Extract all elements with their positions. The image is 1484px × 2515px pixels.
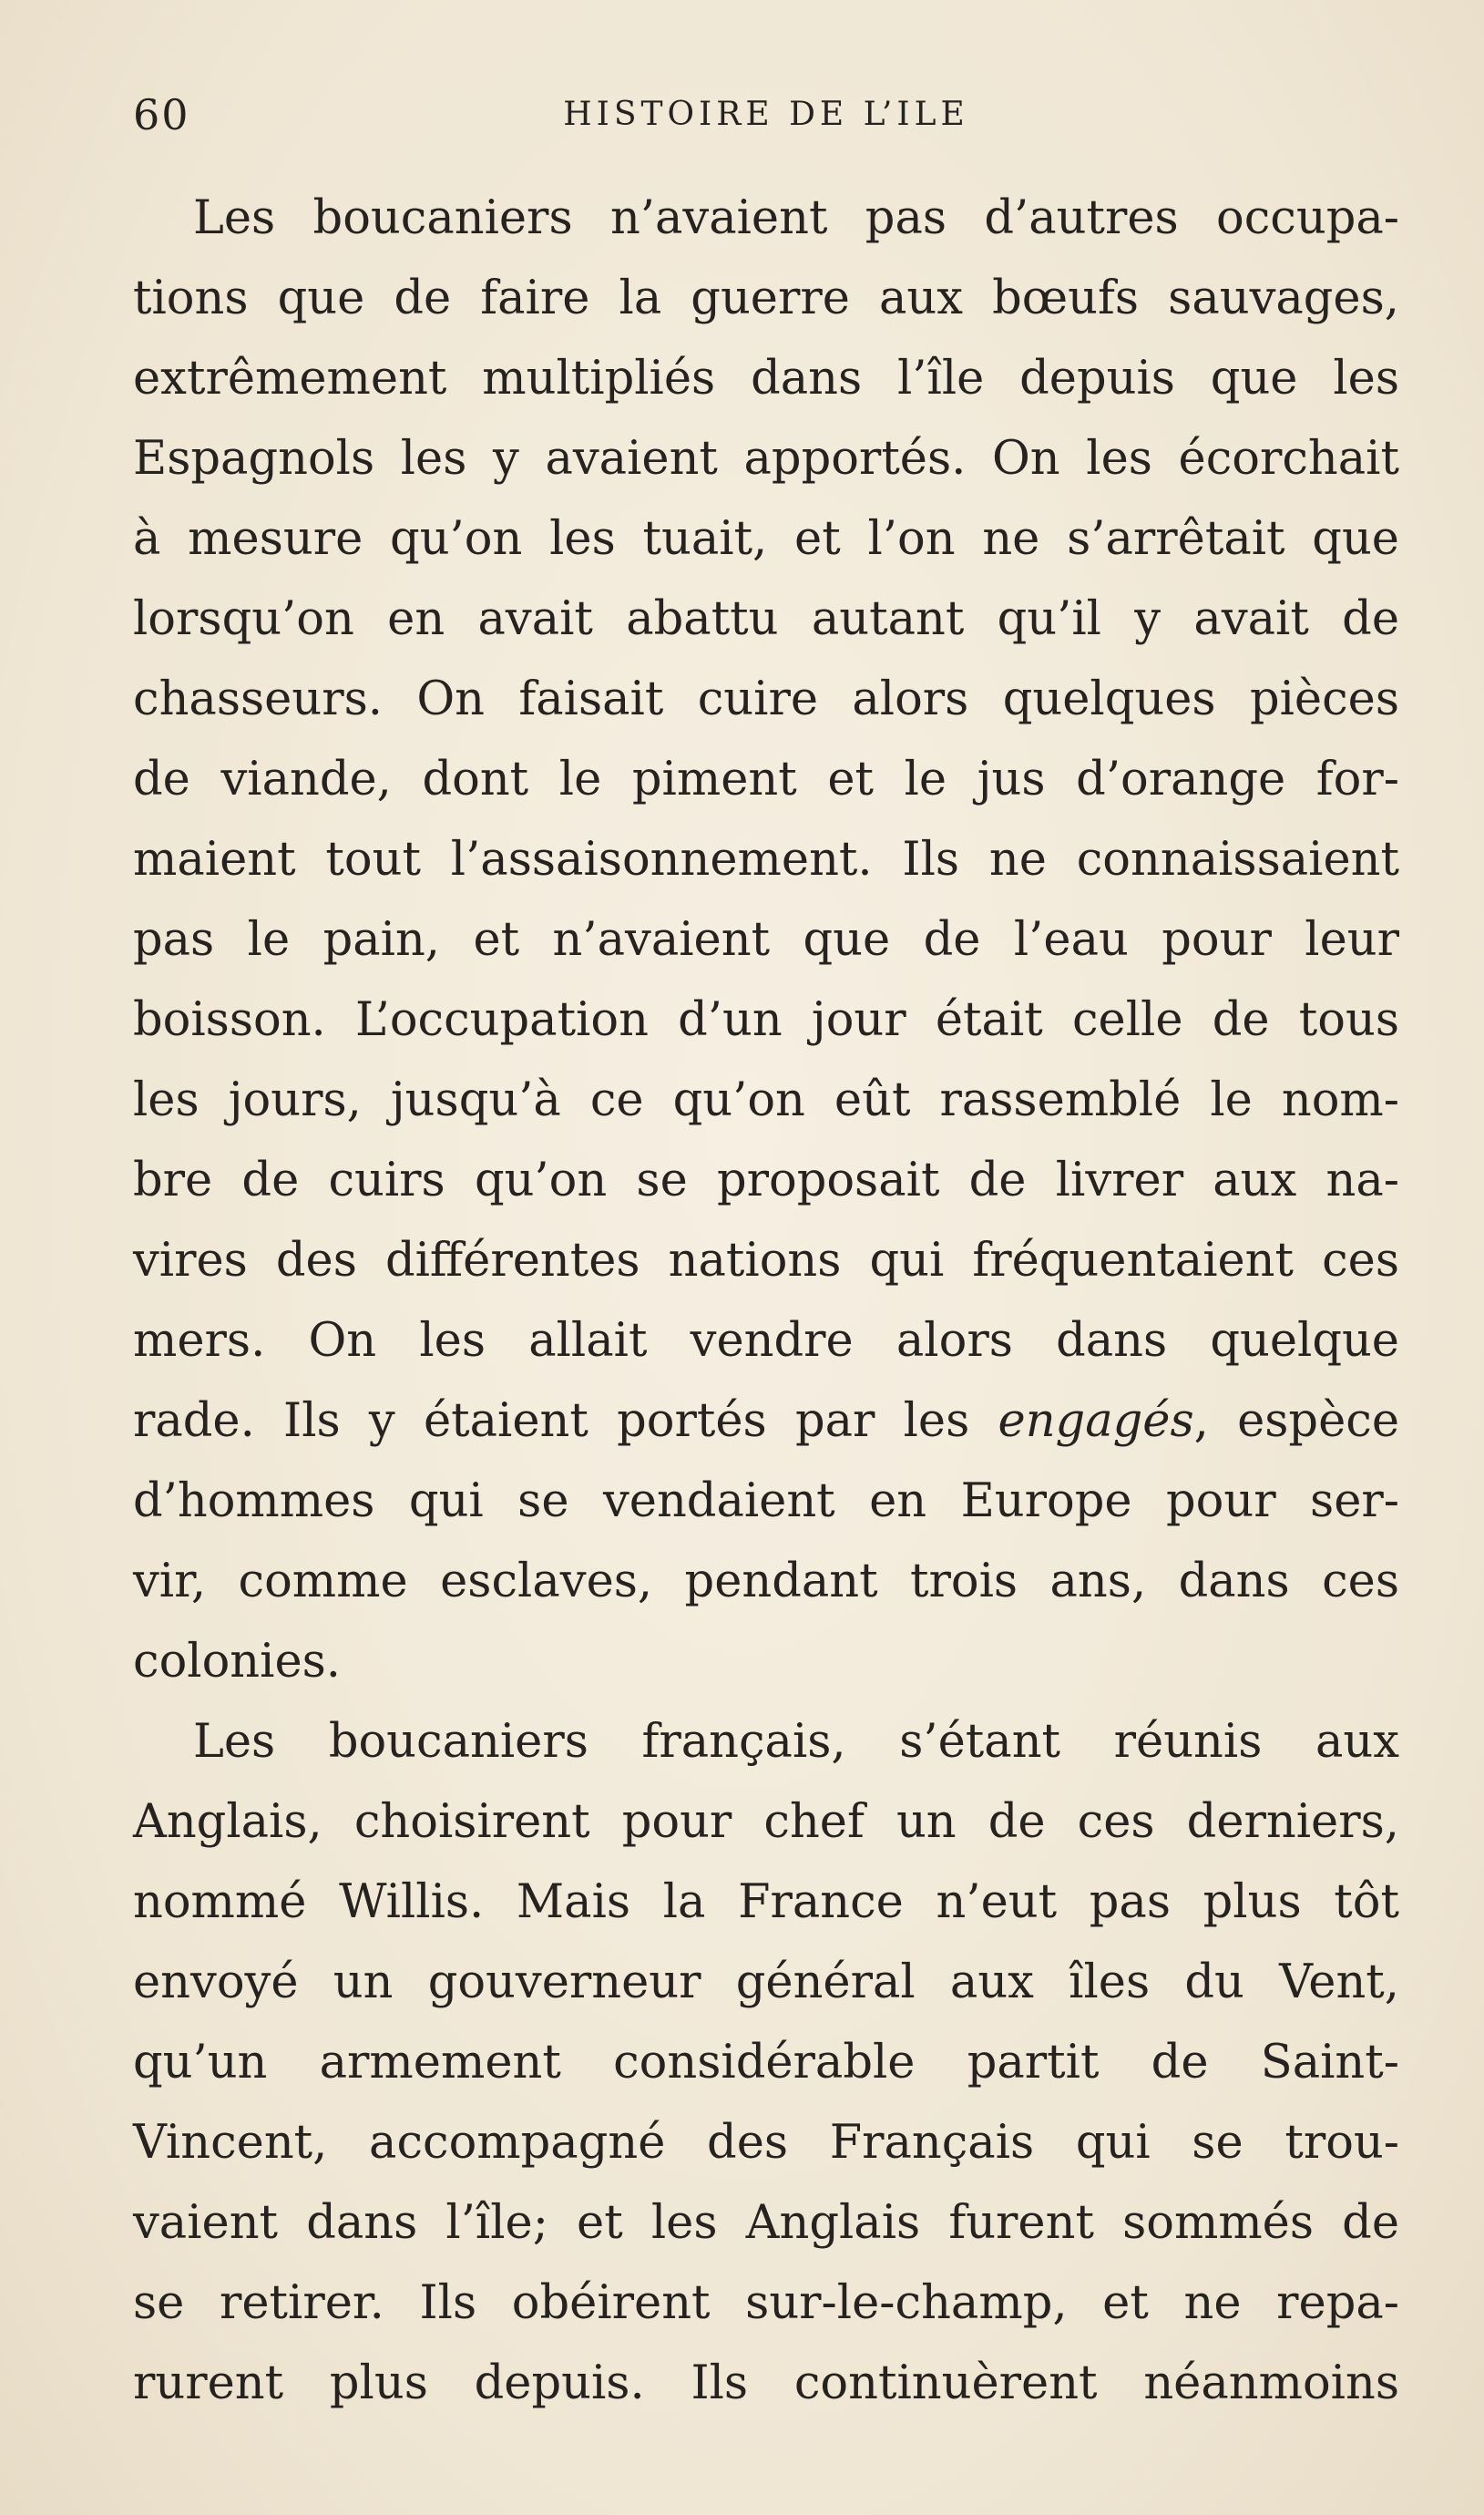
text-line: vires des différentes nations qui fréquentaient ces: [133, 1234, 1399, 1288]
text-line: vir, comme esclaves, pendant trois ans, dans ces: [133, 1555, 1399, 1608]
text-line: les jours, jusqu’à ce qu’on eût rassemblé le nom-: [133, 1073, 1399, 1127]
text-line: de viande, dont le piment et le jus d’orange for-: [133, 753, 1399, 806]
body-text: [133, 179, 1399, 2424]
text-line: extrêmement multipliés dans l’île depuis que les: [133, 352, 1399, 405]
text-line: d’hommes qui se vendaient en Europe pour ser-: [133, 1474, 1399, 1528]
text-line: nommé Willis. Mais la France n’eut pas plus tôt: [133, 1875, 1399, 1929]
paragraph-2: [133, 1702, 1399, 2424]
paragraph-1: [133, 179, 1399, 1702]
text-line: Espagnols les y avaient apportés. On les écorchait: [133, 432, 1399, 486]
text-line: colonies.: [133, 1635, 342, 1689]
italic-term: engagés: [998, 1394, 1194, 1448]
text-line: lorsqu’on en avait abattu autant qu’il y avait de: [133, 592, 1399, 646]
text-line: envoyé un gouverneur général aux îles du Vent,: [133, 1956, 1399, 2009]
text-line: se retirer. Ils obéirent sur-le-champ, et ne repa-: [133, 2276, 1399, 2330]
text-line: Les boucaniers n’avaient pas d’autres occupa-: [193, 191, 1399, 245]
text-line: à mesure qu’on les tuait, et l’on ne s’arrêtait que: [133, 512, 1399, 566]
text-line: bre de cuirs qu’on se proposait de livrer aux na-: [133, 1154, 1399, 1207]
text-line: qu’un armement considérable partit de Saint-: [133, 2036, 1399, 2089]
text-line: Anglais, choisirent pour chef un de ces derniers,: [133, 1795, 1399, 1849]
text-line: chasseurs. On faisait cuire alors quelques pièces: [133, 672, 1399, 726]
line-text-before: rade. Ils y étaient portés par les: [133, 1394, 998, 1448]
text-line: maient tout l’assaisonnement. Ils ne connaissaient: [133, 833, 1399, 887]
text-line: tions que de faire la guerre aux bœufs sauvages,: [133, 272, 1399, 325]
text-line: rurent plus depuis. Ils continuèrent néanmoins: [133, 2356, 1399, 2410]
text-line: Les boucaniers français, s’étant réunis aux: [193, 1715, 1399, 1769]
text-line-with-italic: [133, 1381, 1399, 1462]
line-text-after: , espèce: [1193, 1394, 1400, 1448]
text-line: Vincent, accompagné des Français qui se trou-: [133, 2116, 1399, 2170]
text-line: pas le pain, et n’avaient que de l’eau pour leur: [133, 913, 1399, 967]
page-number: 60: [133, 90, 190, 139]
text-line: mers. On les allait vendre alors dans quelque: [133, 1314, 1399, 1368]
text-line: boisson. L’occupation d’un jour était celle de tous: [133, 993, 1399, 1047]
page-header: [133, 87, 1399, 142]
text-line: vaient dans l’île; et les Anglais furent sommés de: [133, 2196, 1399, 2250]
running-title: HISTOIRE DE L’ILE: [563, 96, 969, 133]
